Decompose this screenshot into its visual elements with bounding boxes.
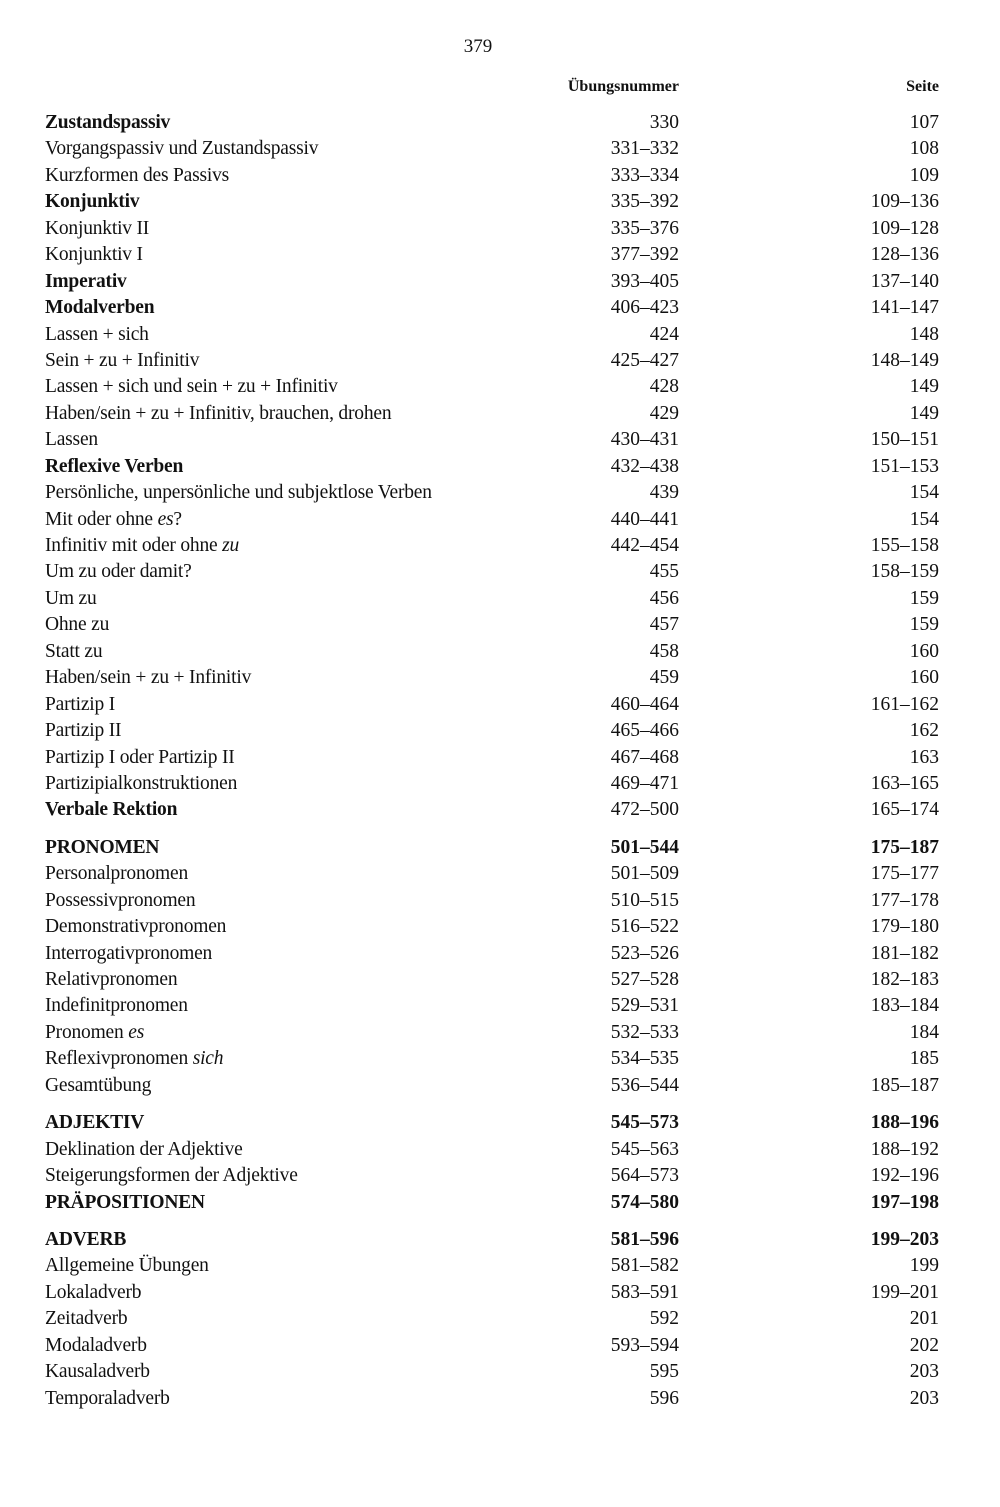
page-range: 203: [909, 1387, 939, 1409]
page-range: 141–147: [870, 297, 939, 319]
label-text: Gesamtübung: [45, 1074, 152, 1096]
label-text: Allgemeine Übungen: [45, 1255, 209, 1277]
exercise-number: 458: [649, 640, 679, 662]
index-row: [0, 914, 1000, 940]
label-text: Kausaladverb: [45, 1361, 150, 1383]
topic-label: [45, 374, 338, 400]
page-range: 109–136: [870, 191, 939, 213]
exercise-number: 393–405: [610, 270, 679, 292]
index-row: [0, 1163, 1000, 1189]
index-row: [0, 586, 1000, 612]
topic-label: [45, 269, 127, 295]
exercise-number: 592: [649, 1308, 679, 1330]
page-range: 149: [909, 376, 939, 398]
topic-label: [45, 189, 139, 215]
exercise-number: 536–544: [610, 1074, 679, 1096]
label-text: Indefinitpronomen: [45, 995, 188, 1017]
exercise-number: 523–526: [610, 942, 679, 964]
page-number: 379: [463, 36, 493, 57]
topic-label: [45, 1306, 127, 1332]
page-range: 201: [909, 1308, 939, 1330]
exercise-number: 429: [649, 402, 679, 424]
exercise-number: 460–464: [610, 693, 679, 715]
exercise-number: 430–431: [610, 429, 679, 451]
page-range: 107: [909, 112, 939, 133]
page-range: 128–136: [870, 244, 939, 266]
index-row: [0, 322, 1000, 348]
topic-label: [45, 835, 159, 861]
exercise-number: 472–500: [610, 799, 679, 821]
topic-label: [45, 348, 199, 374]
label-text: ADVERB: [45, 1228, 127, 1250]
italic-term: zu: [222, 535, 240, 556]
exercise-number: 465–466: [610, 720, 679, 742]
topic-label: [45, 1253, 209, 1279]
label-text: Interrogativpronomen: [45, 942, 213, 964]
index-row: [0, 189, 1000, 215]
label-text: Lassen + sich und sein + zu + Infinitiv: [45, 376, 338, 398]
label-text: Um zu: [45, 587, 97, 609]
label-text: Zeitadverb: [45, 1308, 128, 1330]
index-row: [0, 216, 1000, 242]
topic-label: [45, 163, 229, 189]
label-text: Mit oder ohne: [45, 508, 158, 530]
index-row: [0, 1073, 1000, 1099]
index-row: [0, 612, 1000, 638]
page-range: 159: [909, 587, 939, 609]
label-text: Relativpronomen: [45, 969, 178, 990]
exercise-number-header: Übungsnummer: [567, 78, 679, 95]
label-text: Zustandspassiv: [45, 112, 171, 133]
index-section: [0, 110, 1000, 824]
topic-label: [45, 454, 183, 480]
label-text: Statt zu: [45, 640, 103, 662]
label-text: Ohne zu: [45, 614, 110, 636]
topic-label: [45, 1163, 298, 1189]
label-text: Kurzformen des Passivs: [45, 164, 230, 186]
page-range: 150–151: [870, 429, 939, 451]
page-range: 188–192: [870, 1138, 939, 1160]
section-heading-row: [0, 1110, 1000, 1136]
page-range: 155–158: [870, 535, 939, 556]
exercise-number: 440–441: [610, 508, 679, 530]
topic-label: [45, 1110, 144, 1136]
topic-label: [45, 1046, 223, 1072]
topic-label: [45, 718, 121, 744]
index-row: [0, 480, 1000, 506]
page-range: 161–162: [870, 693, 939, 715]
exercise-number: 596: [649, 1387, 679, 1409]
index-row: [0, 427, 1000, 453]
label-text: Lassen: [45, 429, 98, 451]
topic-label: [45, 692, 115, 718]
exercise-number: 593–594: [610, 1334, 679, 1356]
label-text: Imperativ: [45, 270, 127, 292]
exercise-number: 331–332: [610, 138, 679, 160]
exercise-number: 527–528: [610, 969, 679, 990]
exercise-number: 469–471: [610, 772, 679, 794]
exercise-number: 424: [649, 323, 679, 345]
exercise-number: 581–596: [610, 1228, 679, 1250]
topic-label: [45, 295, 154, 321]
index-row: [0, 993, 1000, 1019]
page-range: 148–149: [870, 349, 939, 371]
index-row: [0, 665, 1000, 691]
label-text: Lassen + sich: [45, 323, 149, 345]
topic-label: [45, 322, 149, 348]
italic-term: sich: [192, 1048, 224, 1070]
index-row: [0, 941, 1000, 967]
topic-label: [45, 612, 109, 638]
page-range: 149: [909, 402, 939, 424]
index-row: [0, 1253, 1000, 1279]
index-row: [0, 1046, 1000, 1072]
page-range: 199: [909, 1255, 939, 1277]
topic-label: [45, 1280, 141, 1306]
topic-label: [45, 1333, 147, 1359]
label-text: Persönliche, unpersönliche und subjektlose Verben: [45, 482, 432, 504]
topic-label: [45, 941, 212, 967]
label-text: Partizip II: [45, 720, 122, 742]
index-row: [0, 718, 1000, 744]
topic-label: [45, 401, 391, 427]
label-text: Partizipialkonstruktionen: [45, 772, 238, 794]
exercise-number: 406–423: [610, 297, 679, 319]
exercise-number: 529–531: [610, 995, 679, 1017]
index-row: [0, 559, 1000, 585]
index-section: [0, 835, 1000, 1099]
page-range: 175–187: [870, 836, 939, 858]
index-row: [0, 888, 1000, 914]
topic-label: [45, 1137, 243, 1163]
topic-label: [45, 216, 149, 242]
label-text: Deklination der Adjektive: [45, 1138, 243, 1160]
index-row: [0, 771, 1000, 797]
topic-label: [45, 967, 177, 993]
italic-term: es: [157, 508, 174, 530]
label-text: Um zu oder damit?: [45, 561, 192, 583]
index-row: [0, 1020, 1000, 1046]
exercise-number: 583–591: [610, 1281, 679, 1303]
topic-label: [45, 1386, 170, 1412]
topic-label: [45, 745, 235, 771]
index-row: [0, 692, 1000, 718]
index-row: [0, 507, 1000, 533]
index-row: [0, 745, 1000, 771]
label-text: Modaladverb: [45, 1334, 147, 1356]
topic-label: [45, 1020, 144, 1046]
page-range: 177–178: [870, 889, 939, 911]
page-range: 159: [909, 614, 939, 636]
label-text: Steigerungsformen der Adjektive: [45, 1165, 298, 1187]
exercise-number: 455: [649, 561, 679, 583]
exercise-number: 595: [649, 1361, 679, 1383]
page-range: 165–174: [870, 799, 939, 821]
page-range: 109: [909, 164, 939, 186]
topic-label: [45, 665, 251, 691]
topic-label: [45, 427, 98, 453]
exercise-number: 456: [649, 587, 679, 609]
label-text: Personalpronomen: [45, 863, 189, 885]
page-range: 192–196: [870, 1165, 939, 1187]
page-range: 183–184: [870, 995, 939, 1017]
page-range: 197–198: [870, 1191, 939, 1213]
exercise-number: 459: [649, 667, 679, 689]
exercise-number: 501–509: [610, 863, 679, 885]
label-text: Vorgangspassiv und Zustandspassiv: [45, 138, 319, 160]
exercise-number: 442–454: [610, 535, 679, 556]
page-range: 182–183: [870, 969, 939, 990]
index-row: [0, 1386, 1000, 1412]
label-text: Possessivpronomen: [45, 889, 196, 911]
page-range: 188–196: [870, 1112, 939, 1134]
topic-label: [45, 480, 432, 506]
label-text: Reflexive Verben: [45, 455, 184, 477]
page-range: 154: [909, 482, 939, 504]
page-range: 162: [909, 720, 939, 742]
page-range: 185–187: [870, 1074, 939, 1096]
topic-label: [45, 533, 239, 559]
exercise-number: 457: [649, 614, 679, 636]
exercise-number: 377–392: [610, 244, 679, 266]
exercise-number: 425–427: [610, 349, 679, 371]
topic-label: [45, 242, 143, 268]
topic-label: [45, 559, 192, 585]
topic-label: [45, 1190, 205, 1216]
index-section: [0, 1227, 1000, 1412]
topic-label: [45, 136, 318, 162]
label-text: Partizip I oder Partizip II: [45, 746, 235, 768]
page-range: 184: [909, 1021, 939, 1043]
exercise-number: 510–515: [610, 889, 679, 911]
label-text: Sein + zu + Infinitiv: [45, 349, 200, 371]
exercise-number: 534–535: [610, 1048, 679, 1070]
index-row: [0, 797, 1000, 823]
exercise-number: 428: [649, 376, 679, 398]
index-row: [0, 242, 1000, 268]
page-range: 179–180: [870, 916, 939, 938]
topic-label: [45, 1073, 151, 1099]
label-text: Lokaladverb: [45, 1281, 142, 1303]
exercise-number: 532–533: [610, 1021, 679, 1043]
exercise-number: 545–563: [610, 1138, 679, 1160]
page-range: 202: [909, 1334, 939, 1356]
index-section: [0, 1110, 1000, 1216]
topic-label: [45, 1359, 150, 1385]
index-row: [0, 1280, 1000, 1306]
page-range: 175–177: [870, 863, 939, 885]
label-text: Pronomen: [45, 1021, 129, 1043]
label-text: Modalverben: [45, 297, 155, 319]
index-row: [0, 348, 1000, 374]
section-heading-row: [0, 835, 1000, 861]
exercise-number: 516–522: [610, 916, 679, 938]
index-row: [0, 295, 1000, 321]
exercise-number: 335–376: [610, 217, 679, 239]
exercise-number: 501–544: [610, 836, 679, 858]
index-row: [0, 1306, 1000, 1332]
topic-label: [45, 639, 102, 665]
label-text: PRONOMEN: [45, 836, 160, 858]
label-text: Reflexivpronomen: [45, 1048, 193, 1070]
label-text: Demonstrativpronomen: [45, 916, 227, 938]
page-range: 108: [909, 138, 939, 160]
index-row: [0, 1333, 1000, 1359]
label-text: ?: [173, 508, 182, 530]
topic-label: [45, 1227, 126, 1253]
label-text: Konjunktiv: [45, 191, 140, 213]
index-row: [0, 861, 1000, 887]
page-range: 137–140: [870, 270, 939, 292]
label-text: Konjunktiv I: [45, 244, 143, 266]
label-text: Konjunktiv II: [45, 217, 150, 239]
italic-term: es: [128, 1021, 145, 1043]
page-range: 199–201: [870, 1281, 939, 1303]
page-range: 163: [909, 746, 939, 768]
index-row: [0, 401, 1000, 427]
index-row: [0, 110, 1000, 136]
label-text: Haben/sein + zu + Infinitiv: [45, 667, 252, 689]
page-header: Seite: [906, 78, 939, 95]
index-row: [0, 269, 1000, 295]
label-text: Haben/sein + zu + Infinitiv, brauchen, drohen: [45, 402, 392, 424]
page-range: 203: [909, 1361, 939, 1383]
page-range: 160: [909, 667, 939, 689]
label-text: Temporaladverb: [45, 1387, 170, 1409]
index-row: [0, 967, 1000, 993]
exercise-number: 467–468: [610, 746, 679, 768]
exercise-number: 564–573: [610, 1165, 679, 1187]
label-text: PRÄPOSITIONEN: [45, 1191, 205, 1213]
topic-label: [45, 993, 188, 1019]
topic-label: [45, 797, 177, 823]
page-range: 163–165: [870, 772, 939, 794]
exercise-number: 330: [649, 112, 679, 133]
page-range: 109–128: [870, 217, 939, 239]
index-row: [0, 1137, 1000, 1163]
topic-label: [45, 888, 195, 914]
page-range: 148: [909, 323, 939, 345]
column-headers: [0, 78, 1000, 100]
topic-label: [45, 914, 226, 940]
exercise-number: 333–334: [610, 164, 679, 186]
exercise-number: 581–582: [610, 1255, 679, 1277]
exercise-number: 545–573: [610, 1112, 679, 1134]
index-row: [0, 163, 1000, 189]
label-text: ADJEKTIV: [45, 1112, 145, 1134]
topic-label: [45, 861, 188, 887]
page-range: 199–203: [870, 1228, 939, 1250]
exercise-number: 439: [649, 482, 679, 504]
index-row: [0, 374, 1000, 400]
page-range: 185: [909, 1048, 939, 1070]
index-row: [0, 454, 1000, 480]
label-text: Verbale Rektion: [45, 799, 178, 821]
section-heading-row: [0, 1190, 1000, 1216]
exercise-number: 574–580: [610, 1191, 679, 1213]
topic-label: [45, 586, 97, 612]
index-row: [0, 639, 1000, 665]
page-range: 151–153: [870, 455, 939, 477]
index-row: [0, 533, 1000, 559]
page-range: 158–159: [870, 561, 939, 583]
index-list: [0, 110, 1000, 1423]
topic-label: [45, 110, 170, 136]
page-range: 160: [909, 640, 939, 662]
exercise-number: 432–438: [610, 455, 679, 477]
topic-label: [45, 507, 182, 533]
section-heading-row: [0, 1227, 1000, 1253]
label-text: Infinitiv mit oder ohne: [45, 535, 223, 556]
label-text: Partizip I: [45, 693, 116, 715]
index-row: [0, 1359, 1000, 1385]
page-range: 154: [909, 508, 939, 530]
topic-label: [45, 771, 237, 797]
exercise-number: 335–392: [610, 191, 679, 213]
page-range: 181–182: [870, 942, 939, 964]
index-row: [0, 136, 1000, 162]
